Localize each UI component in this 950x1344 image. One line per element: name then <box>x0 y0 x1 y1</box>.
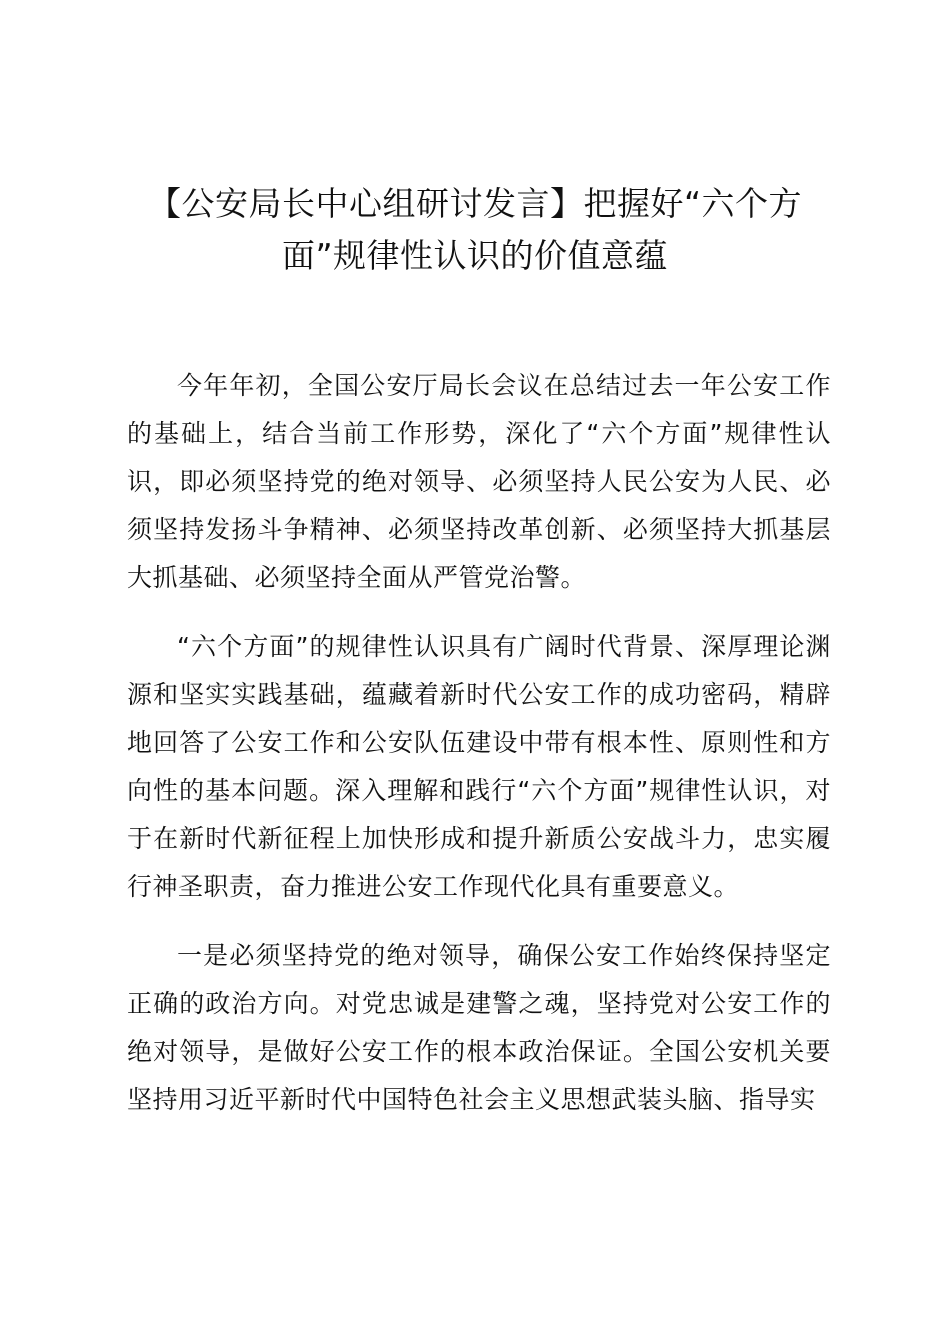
paragraph-significance: “六个方面”的规律性认识具有广阔时代背景、深厚理论渊源和坚实实践基础，蕴藏着新时代公安工作的成功密码，精辟地回答了公安工作和公安队伍建设中带有根本性、原则性和方向性的基本问题。深入理解和践行“六个方面”规律性认识，对于在新时代新征程上加快形成和提升新质公安战斗力，忠实履行神圣职责，奋力推进公安工作现代化具有重要意义。 <box>127 632 831 901</box>
paragraph-intro: 今年年初，全国公安厅局长会议在总结过去一年公安工作的基础上，结合当前工作形势，深化了“六个方面”规律性认识，即必须坚持党的绝对领导、必须坚持人民公安为人民、必须坚持发扬斗争精神、必须坚持改革创新、必须坚持大抓基层大抓基础、必须坚持全面从严管党治警。 <box>127 371 831 592</box>
document-body <box>127 362 831 1145</box>
paragraph-point-one: 一是必须坚持党的绝对领导，确保公安工作始终保持坚定正确的政治方向。对党忠诚是建警之魂，坚持党对公安工作的绝对领导，是做好公安工作的根本政治保证。全国公安机关要坚持用习近平新时代中国特色社会主义思想武装头脑、指导实 <box>127 941 831 1114</box>
document-title: 【公安局长中心组研讨发言】把握好“六个方面”规律性认识的价值意蕴 <box>147 184 803 275</box>
